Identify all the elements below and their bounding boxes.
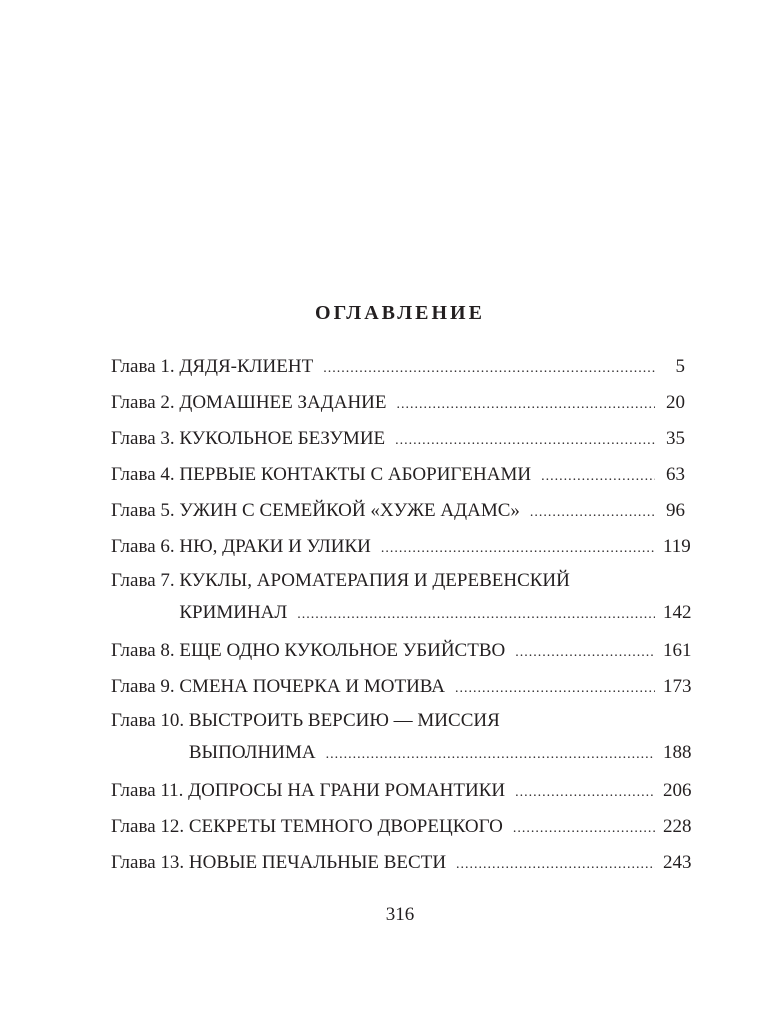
toc-dot-leader [530, 495, 655, 531]
toc-chapter-number: Глава 3. [111, 428, 180, 449]
toc-dot-leader [513, 811, 655, 847]
toc-chapter-title: ВЫСТРОИТЬ ВЕРСИЮ — МИССИЯ [188, 710, 500, 731]
toc-chapter-title-continued: КРИМИНАЛ [179, 602, 288, 623]
toc-page-number: 96 [666, 500, 685, 521]
toc-chapter-number: Глава 7. [111, 570, 180, 591]
toc-dot-leader [395, 423, 655, 459]
toc-chapter-number: Глава 10. [111, 710, 189, 731]
toc-entry-chapter-12[interactable] [111, 809, 692, 845]
toc-page-number: 206 [663, 780, 692, 801]
toc-chapter-number: Глава 1. [111, 356, 180, 377]
toc-entry-chapter-1[interactable] [111, 349, 685, 385]
toc-chapter-number: Глава 12. [111, 816, 189, 837]
toc-dot-leader [323, 351, 655, 387]
toc-chapter-title: ПЕРВЫЕ КОНТАКТЫ С АБОРИГЕНАМИ [179, 464, 532, 485]
toc-dot-leader [541, 459, 655, 495]
toc-chapter-number: Глава 9. [111, 676, 180, 697]
toc-chapter-number: Глава 4. [111, 464, 180, 485]
toc-entry-chapter-9[interactable] [111, 669, 692, 705]
toc-chapter-title: КУКЛЫ, АРОМАТЕРАПИЯ И ДЕРЕВЕНСКИЙ [179, 570, 570, 591]
toc-page-number: 119 [663, 536, 691, 557]
toc-chapter-number: Глава 5. [111, 500, 180, 521]
toc-chapter-title: УЖИН С СЕМЕЙКОЙ «ХУЖЕ АДАМС» [179, 500, 520, 521]
toc-dot-leader [515, 635, 655, 671]
toc-chapter-title: ДОПРОСЫ НА ГРАНИ РОМАНТИКИ [188, 780, 506, 801]
page-title: ОГЛАВЛЕНИЕ [315, 302, 485, 324]
toc-entry-chapter-6[interactable] [111, 529, 691, 565]
toc-dot-leader [381, 531, 655, 567]
toc-entry-chapter-11[interactable] [111, 773, 692, 809]
toc-entry-chapter-5[interactable] [111, 493, 685, 529]
toc-chapter-title: ДЯДЯ-КЛИЕНТ [179, 356, 314, 377]
toc-page-number: 142 [663, 602, 692, 623]
toc-chapter-title: СЕКРЕТЫ ТЕМНОГО ДВОРЕЦКОГО [188, 816, 503, 837]
toc-chapter-number: Глава 13. [111, 852, 189, 873]
toc-dot-leader [455, 671, 655, 707]
page-number: 316 [385, 904, 415, 925]
table-of-contents [111, 349, 692, 881]
toc-chapter-title-continued: ВЫПОЛНИМА [188, 742, 316, 763]
toc-page-number: 35 [666, 428, 685, 449]
toc-chapter-number: Глава 11. [111, 780, 189, 801]
toc-page-number: 243 [663, 852, 692, 873]
toc-entry-chapter-8[interactable] [111, 633, 692, 669]
toc-entry-chapter-2[interactable] [111, 385, 685, 421]
toc-chapter-title: ЕЩЕ ОДНО КУКОЛЬНОЕ УБИЙСТВО [179, 640, 506, 661]
toc-page-number: 161 [663, 640, 692, 661]
toc-page-number: 20 [666, 392, 685, 413]
toc-page-number: 63 [666, 464, 685, 485]
toc-chapter-title: КУКОЛЬНОЕ БЕЗУМИЕ [179, 428, 386, 449]
toc-page-number: 173 [663, 676, 692, 697]
toc-dot-leader [326, 739, 655, 771]
toc-chapter-number: Глава 6. [111, 536, 180, 557]
toc-entry-chapter-4[interactable] [111, 457, 685, 493]
toc-entry-chapter-7[interactable] [111, 565, 692, 633]
toc-chapter-number: Глава 8. [111, 640, 180, 661]
toc-dot-leader [297, 599, 655, 631]
toc-page-number: 228 [663, 816, 692, 837]
toc-chapter-title: ДОМАШНЕЕ ЗАДАНИЕ [179, 392, 387, 413]
toc-dot-leader [456, 847, 655, 883]
toc-entry-chapter-10[interactable] [111, 705, 692, 773]
toc-page-number: 188 [663, 742, 692, 763]
toc-page-number: 5 [675, 356, 685, 377]
toc-entry-chapter-3[interactable] [111, 421, 685, 457]
toc-dot-leader [515, 775, 655, 811]
toc-chapter-title: СМЕНА ПОЧЕРКА И МОТИВА [179, 676, 445, 697]
toc-entry-chapter-13[interactable] [111, 845, 692, 881]
toc-dot-leader [397, 387, 656, 423]
toc-chapter-title: НОВЫЕ ПЕЧАЛЬНЫЕ ВЕСТИ [188, 852, 447, 873]
toc-chapter-number: Глава 2. [111, 392, 180, 413]
toc-chapter-title: НЮ, ДРАКИ И УЛИКИ [179, 536, 371, 557]
